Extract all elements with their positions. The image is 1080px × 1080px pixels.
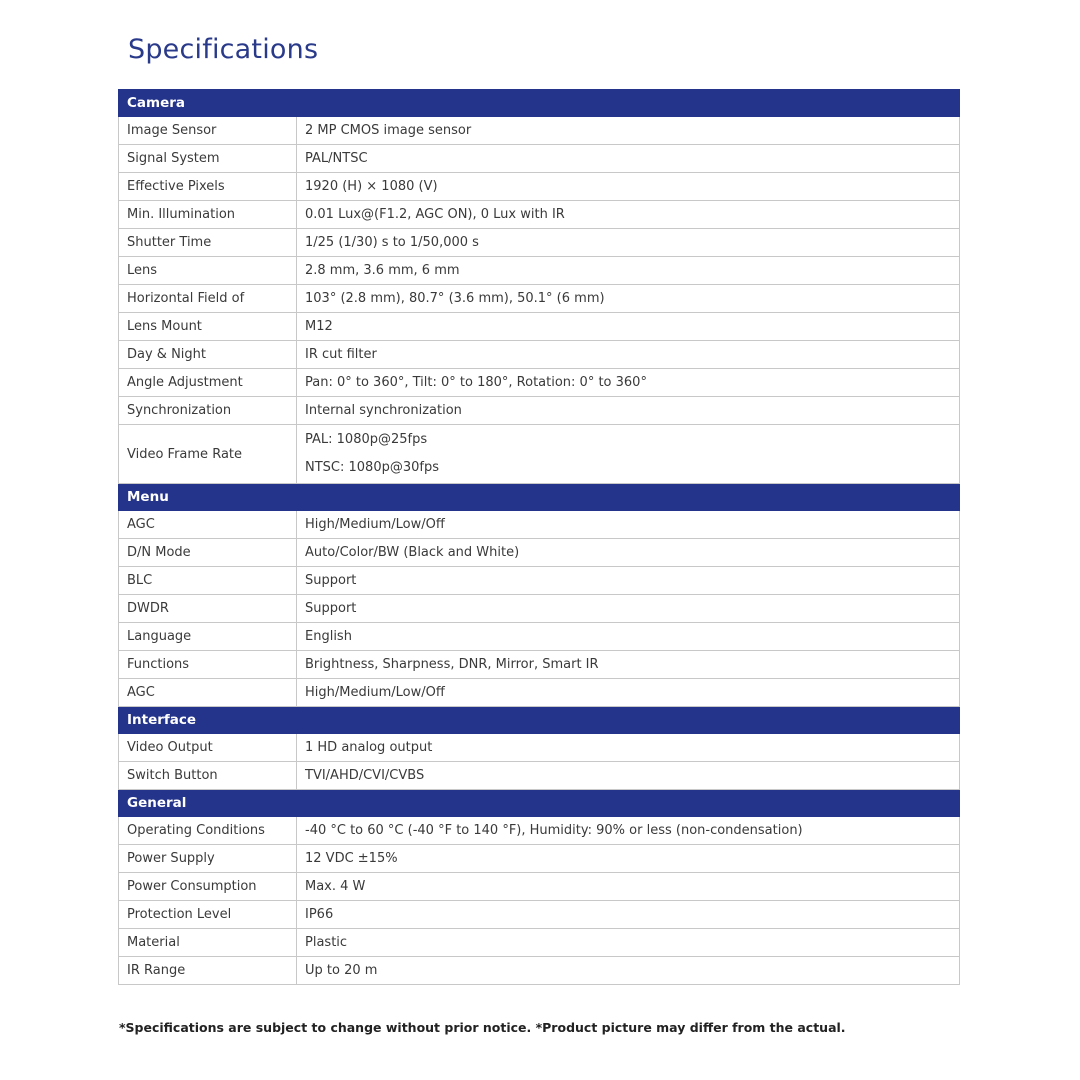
spec-label: BLC (119, 567, 297, 595)
spec-row (119, 369, 960, 397)
spec-label: Shutter Time (119, 229, 297, 257)
spec-row (119, 873, 960, 901)
spec-label: Material (119, 929, 297, 957)
spec-label: IR Range (119, 957, 297, 985)
spec-label: D/N Mode (119, 539, 297, 567)
spec-row (119, 623, 960, 651)
spec-label: Horizontal Field of (119, 285, 297, 313)
spec-label: Lens (119, 257, 297, 285)
section-title: Camera (119, 90, 960, 117)
spec-label: Day & Night (119, 341, 297, 369)
spec-label: Operating Conditions (119, 817, 297, 845)
spec-row (119, 595, 960, 623)
spec-row (119, 901, 960, 929)
spec-label: DWDR (119, 595, 297, 623)
spec-row (119, 397, 960, 425)
spec-label: Effective Pixels (119, 173, 297, 201)
spec-row (119, 257, 960, 285)
section-header-general (119, 790, 960, 817)
spec-value: PAL/NTSC (297, 145, 960, 173)
spec-table (118, 89, 960, 985)
spec-value: High/Medium/Low/Off (297, 679, 960, 707)
spec-row (119, 957, 960, 985)
spec-label: Min. Illumination (119, 201, 297, 229)
spec-value: High/Medium/Low/Off (297, 511, 960, 539)
spec-value: Support (297, 595, 960, 623)
spec-label: AGC (119, 679, 297, 707)
spec-value: 1/25 (1/30) s to 1/50,000 s (297, 229, 960, 257)
section-title: General (119, 790, 960, 817)
spec-row (119, 173, 960, 201)
spec-row (119, 817, 960, 845)
spec-value: M12 (297, 313, 960, 341)
section-title: Interface (119, 707, 960, 734)
spec-row (119, 145, 960, 173)
spec-row (119, 341, 960, 369)
spec-label: Language (119, 623, 297, 651)
spec-value: TVI/AHD/CVI/CVBS (297, 762, 960, 790)
spec-label: Image Sensor (119, 117, 297, 145)
spec-value: Internal synchronization (297, 397, 960, 425)
spec-label: Protection Level (119, 901, 297, 929)
section-header-interface (119, 707, 960, 734)
spec-value: 12 VDC ±15% (297, 845, 960, 873)
spec-label: Angle Adjustment (119, 369, 297, 397)
spec-value: 1 HD analog output (297, 734, 960, 762)
section-header-camera (119, 90, 960, 117)
spec-label: Switch Button (119, 762, 297, 790)
spec-value: 2 MP CMOS image sensor (297, 117, 960, 145)
spec-row (119, 425, 960, 484)
spec-value-line: NTSC: 1080p@30fps (305, 460, 439, 475)
spec-label: Video Frame Rate (119, 425, 297, 484)
spec-row (119, 679, 960, 707)
spec-value: Up to 20 m (297, 957, 960, 985)
spec-row (119, 845, 960, 873)
spec-row (119, 762, 960, 790)
spec-row (119, 117, 960, 145)
spec-row (119, 734, 960, 762)
spec-row (119, 651, 960, 679)
spec-value (297, 425, 960, 484)
spec-row (119, 511, 960, 539)
spec-label: Functions (119, 651, 297, 679)
spec-value: Max. 4 W (297, 873, 960, 901)
spec-row (119, 229, 960, 257)
spec-label: Lens Mount (119, 313, 297, 341)
spec-row (119, 201, 960, 229)
spec-table-body (119, 90, 960, 985)
spec-value: Auto/Color/BW (Black and White) (297, 539, 960, 567)
spec-value: Pan: 0° to 360°, Tilt: 0° to 180°, Rotation: 0° to 360° (297, 369, 960, 397)
spec-value: Brightness, Sharpness, DNR, Mirror, Smart IR (297, 651, 960, 679)
section-header-menu (119, 484, 960, 511)
spec-label: Power Consumption (119, 873, 297, 901)
spec-value: 0.01 Lux@(F1.2, AGC ON), 0 Lux with IR (297, 201, 960, 229)
spec-row (119, 929, 960, 957)
section-title: Menu (119, 484, 960, 511)
spec-row (119, 285, 960, 313)
footnote: *Specifications are subject to change without prior notice. *Product picture may differ from the actual. (119, 1020, 846, 1035)
page-title: Specifications (128, 34, 319, 65)
spec-value: -40 °C to 60 °C (-40 °F to 140 °F), Humidity: 90% or less (non-condensation) (297, 817, 960, 845)
spec-value: 1920 (H) × 1080 (V) (297, 173, 960, 201)
spec-label: Power Supply (119, 845, 297, 873)
spec-label: AGC (119, 511, 297, 539)
spec-value: English (297, 623, 960, 651)
spec-row (119, 539, 960, 567)
spec-row (119, 313, 960, 341)
spec-value-line: PAL: 1080p@25fps (305, 432, 428, 447)
spec-value: 2.8 mm, 3.6 mm, 6 mm (297, 257, 960, 285)
spec-label: Synchronization (119, 397, 297, 425)
spec-row (119, 567, 960, 595)
spec-value: 103° (2.8 mm), 80.7° (3.6 mm), 50.1° (6 mm) (297, 285, 960, 313)
spec-label: Signal System (119, 145, 297, 173)
spec-value: Plastic (297, 929, 960, 957)
spec-value: IR cut filter (297, 341, 960, 369)
spec-label: Video Output (119, 734, 297, 762)
spec-value: IP66 (297, 901, 960, 929)
spec-value: Support (297, 567, 960, 595)
